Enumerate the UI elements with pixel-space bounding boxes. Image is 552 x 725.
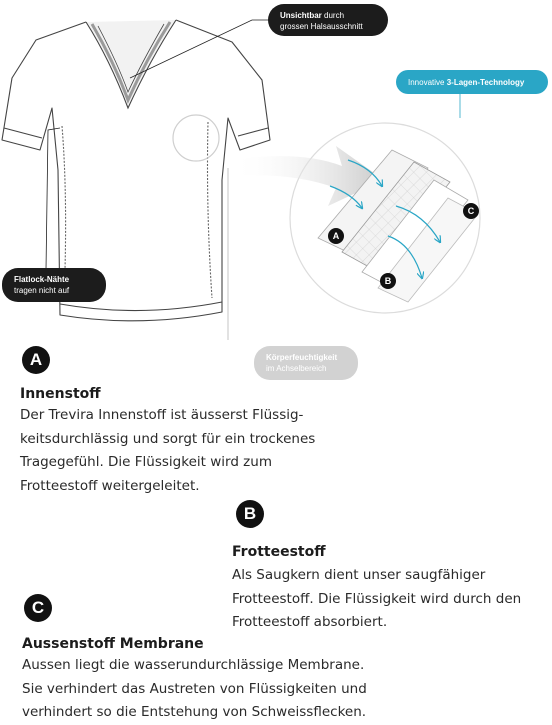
section-c-text (22, 654, 367, 725)
section-b-line: Frotteestoff absorbiert. (232, 614, 388, 630)
layer-marker-c: C (463, 203, 479, 219)
callout-seams-line2: tragen nicht auf (14, 286, 70, 295)
section-a-line: Tragegefühl. Die Flüssigkeit wird zum (20, 454, 272, 470)
v-neckline (86, 20, 176, 108)
section-b-title: Frotteestoff (232, 544, 326, 560)
section-b-text (232, 564, 521, 635)
section-a-text (20, 404, 315, 498)
section-c-title: Aussenstoff Membrane (22, 636, 204, 652)
layer-marker-b: B (380, 273, 396, 289)
section-c-line: Aussen liegt die wasserundurchlässige Membrane. (22, 657, 365, 673)
callout-neckline (268, 4, 388, 36)
section-b-line: Frotteestoff. Die Flüssigkeit wird durch den (232, 590, 522, 607)
underarm-highlight (173, 115, 219, 161)
callout-seams-bold: Flatlock-Nähte (14, 275, 70, 284)
callout-technology (396, 70, 548, 94)
callout-neckline-rest: durch (321, 11, 345, 20)
callout-seams (2, 268, 106, 302)
layer-marker-a: A (328, 228, 344, 244)
section-c-line: verhindert so die Entstehung von Schweissflecken. (22, 704, 367, 720)
callout-moisture-bold: Körperfeuchtigkeit (266, 353, 338, 362)
section-a-line: Der Trevira Innenstoff ist äusserst Flüssig- (20, 407, 304, 423)
section-a-line: keitsdurchlässig und sorgt für ein trockenes (20, 430, 316, 447)
section-b-line: Als Saugkern dient unser saugfähiger (232, 567, 486, 583)
callout-technology-prefix: Innovative (408, 78, 447, 87)
section-a-badge: A (22, 346, 50, 374)
callout-moisture (254, 346, 358, 380)
section-a-title: Innenstoff (20, 386, 101, 402)
callout-technology-bold: 3-Lagen-Technology (446, 78, 525, 87)
callout-neckline-line2: grossen Halsausschnitt (280, 22, 363, 31)
section-a-line: Frotteestoff weitergeleitet. (20, 477, 200, 494)
callout-neckline-bold: Unsichtbar (280, 11, 322, 20)
callout-moisture-line2: im Achselbereich (266, 364, 327, 373)
section-c-badge: C (24, 594, 52, 622)
section-c-line: Sie verhindert das Austreten von Flüssigkeiten und (22, 680, 367, 697)
section-b-badge: B (236, 500, 264, 528)
